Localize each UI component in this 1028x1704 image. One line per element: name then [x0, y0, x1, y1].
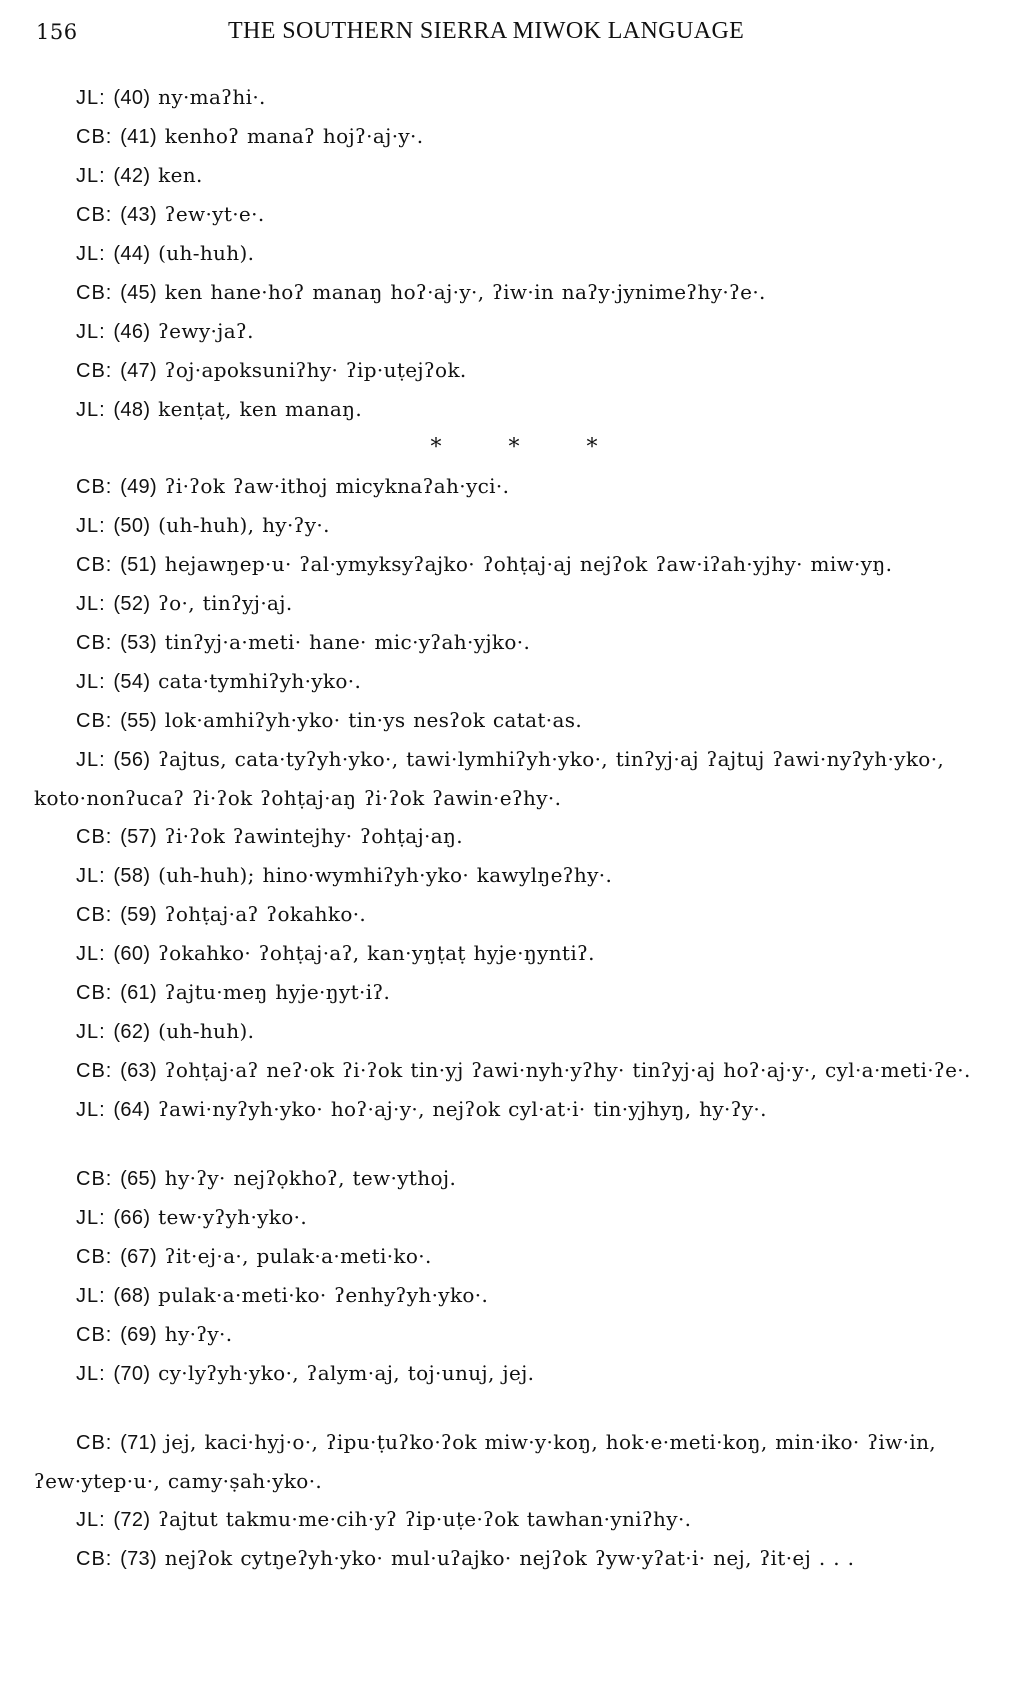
speaker-label: JL: [76, 749, 106, 771]
line-number: (63) [120, 1060, 158, 1082]
line-number: (48) [113, 399, 151, 421]
utterance-text: kenhoʔ manaʔ hojʔ·aj·y·. [164, 124, 424, 148]
utterance-text: ʔit·ej·a·, pulak·a·meti·ko·. [164, 1244, 432, 1268]
utterance-text: ken. [158, 163, 203, 187]
utterance-text: pulak·a·meti·ko· ʔenhyʔyh·yko·. [158, 1283, 489, 1307]
utterance-text: ny·maʔhi·. [158, 85, 266, 109]
utterance [34, 623, 994, 662]
line-number: (57) [120, 826, 158, 848]
utterance-text: ʔokahko· ʔohṭaj·aʔ, kan·yŋṭaṭ hyje·ŋyntiʔ. [158, 941, 595, 965]
speaker-label: JL: [76, 87, 106, 109]
utterance-text: lok·amhiʔyh·yko· tin·ys nesʔok catat·as. [164, 708, 583, 732]
speaker-label: CB: [76, 1432, 113, 1454]
page-header [36, 16, 966, 50]
line-number: (72) [113, 1509, 151, 1531]
speaker-label: CB: [76, 632, 113, 654]
utterance-text: ʔajtu·meŋ hyje·ŋyt·iʔ. [164, 980, 391, 1004]
line-number: (64) [113, 1099, 151, 1121]
speaker-label: CB: [76, 904, 113, 926]
line-number: (67) [120, 1246, 158, 1268]
speaker-label: JL: [76, 943, 106, 965]
line-number: (59) [120, 904, 158, 926]
speaker-label: CB: [76, 1246, 113, 1268]
speaker-label: JL: [76, 165, 106, 187]
speaker-label: JL: [76, 1285, 106, 1307]
utterance [34, 973, 994, 1012]
speaker-label: CB: [76, 1168, 113, 1190]
utterance [34, 701, 994, 740]
utterance [34, 545, 994, 584]
line-number: (55) [120, 710, 158, 732]
utterance [34, 1500, 994, 1539]
utterance-text: hy·ʔy·. [164, 1322, 233, 1346]
utterance [34, 1051, 994, 1090]
speaker-label: CB: [76, 1548, 113, 1570]
line-number: (66) [113, 1207, 151, 1229]
line-number: (61) [120, 982, 158, 1004]
utterance [34, 856, 994, 895]
line-number: (51) [120, 554, 158, 576]
speaker-label: JL: [76, 515, 106, 537]
speaker-label: CB: [76, 1324, 113, 1346]
speaker-label: CB: [76, 1060, 113, 1082]
speaker-label: CB: [76, 204, 113, 226]
utterance-text: ʔajtus, cata·tyʔyh·yko·, tawi·lymhiʔyh·yko·, tinʔyj·aj ʔajtuj ʔawi·nyʔyh·yko·, koto·nonʔucaʔ ʔi·ʔok ʔohṭaj·aŋ ʔi·ʔok ʔawin·eʔhy·. [34, 747, 945, 810]
speaker-label: CB: [76, 554, 113, 576]
utterance [34, 390, 994, 429]
utterance [34, 1012, 994, 1051]
utterance-text: cata·tymhiʔyh·yko·. [158, 669, 362, 693]
utterance [34, 1159, 994, 1198]
utterance-text: ʔew·yt·e·. [164, 202, 265, 226]
speaker-label: CB: [76, 710, 113, 732]
line-number: (49) [120, 476, 158, 498]
utterance [34, 584, 994, 623]
utterance-text: ʔewy·jaʔ. [158, 319, 254, 343]
speaker-label: JL: [76, 1363, 106, 1385]
line-number: (56) [113, 749, 151, 771]
utterance [34, 817, 994, 856]
utterance-text: (uh-huh); hino·wymhiʔyh·yko· kawylŋeʔhy·. [158, 863, 613, 887]
line-number: (45) [120, 282, 158, 304]
line-number: (50) [113, 515, 151, 537]
line-number: (41) [120, 126, 158, 148]
speaker-label: JL: [76, 593, 106, 615]
utterance-text: hejawŋep·u· ʔal·ymyksyʔajko· ʔohṭaj·aj nejʔok ʔaw·iʔah·yjhy· miw·yŋ. [164, 552, 893, 576]
utterance-text: ʔoj·apoksuniʔhy· ʔip·uṭejʔok. [164, 358, 467, 382]
line-number: (46) [113, 321, 151, 343]
utterance [34, 117, 994, 156]
speaker-label: JL: [76, 399, 106, 421]
speaker-label: CB: [76, 982, 113, 1004]
utterance [34, 740, 994, 817]
utterance [34, 273, 994, 312]
speaker-label: CB: [76, 360, 113, 382]
utterance [34, 1276, 994, 1315]
utterance [34, 156, 994, 195]
line-number: (58) [113, 865, 151, 887]
utterance-text: jej, kaci·hyj·o·, ʔipu·ṭuʔko·ʔok miw·y·koŋ, hok·e·meti·koŋ, min·iko· ʔiw·in, ʔew·ytep·u·, camy·ṣah·yko·. [34, 1430, 937, 1493]
speaker-label: CB: [76, 126, 113, 148]
speaker-label: JL: [76, 865, 106, 887]
utterance [34, 1090, 994, 1129]
utterance [34, 934, 994, 973]
utterance [34, 78, 994, 117]
section-break: * * * [430, 435, 628, 460]
speaker-label: CB: [76, 476, 113, 498]
utterance [34, 467, 994, 506]
utterance [34, 312, 994, 351]
speaker-label: JL: [76, 1099, 106, 1121]
utterance [34, 506, 994, 545]
utterance [34, 1423, 994, 1500]
utterance-text: ʔohṭaj·aʔ ʔokahko·. [164, 902, 367, 926]
speaker-label: JL: [76, 243, 106, 265]
utterance-text: (uh-huh), hy·ʔy·. [158, 513, 330, 537]
speaker-label: JL: [76, 1207, 106, 1229]
line-number: (69) [120, 1324, 158, 1346]
page-number: 156 [36, 20, 78, 44]
utterance-text: nejʔok cytŋeʔyh·yko· mul·uʔajko· nejʔok ʔyw·yʔat·i· nej, ʔit·ej . . . [164, 1546, 855, 1570]
line-number: (40) [113, 87, 151, 109]
line-number: (60) [113, 943, 151, 965]
line-number: (70) [113, 1363, 151, 1385]
utterance-text: hy·ʔy· nejʔọkhoʔ, tew·ythoj. [164, 1166, 457, 1190]
utterance-text: tinʔyj·a·meti· hane· mic·yʔah·yjko·. [164, 630, 531, 654]
utterance-text: ken hane·hoʔ manaŋ hoʔ·aj·y·, ʔiw·in naʔy·jynimeʔhy·ʔe·. [164, 280, 766, 304]
speaker-label: JL: [76, 321, 106, 343]
utterance-text: (uh-huh). [158, 1019, 255, 1043]
line-number: (54) [113, 671, 151, 693]
utterance [34, 1315, 994, 1354]
line-number: (71) [120, 1432, 158, 1454]
speaker-label: JL: [76, 671, 106, 693]
utterance-text: tew·yʔyh·yko·. [158, 1205, 308, 1229]
line-number: (47) [120, 360, 158, 382]
line-number: (43) [120, 204, 158, 226]
running-title: THE SOUTHERN SIERRA MIWOK LANGUAGE [228, 18, 745, 44]
utterance [34, 1237, 994, 1276]
utterance-text: ʔawi·nyʔyh·yko· hoʔ·aj·y·, nejʔok cyl·at·i· tin·yjhyŋ, hy·ʔy·. [158, 1097, 767, 1121]
utterance [34, 662, 994, 701]
line-number: (42) [113, 165, 151, 187]
speaker-label: CB: [76, 282, 113, 304]
speaker-label: CB: [76, 826, 113, 848]
utterance [34, 351, 994, 390]
line-number: (68) [113, 1285, 151, 1307]
utterance [34, 1198, 994, 1237]
utterance-text: (uh-huh). [158, 241, 255, 265]
line-number: (44) [113, 243, 151, 265]
utterance [34, 1354, 994, 1393]
speaker-label: JL: [76, 1021, 106, 1043]
utterance [34, 1539, 994, 1578]
utterance-text: cy·lyʔyh·yko·, ʔalym·aj, toj·unuj, jej. [158, 1361, 535, 1385]
utterance [34, 895, 994, 934]
line-number: (65) [120, 1168, 158, 1190]
utterance [34, 234, 994, 273]
utterance-text: ʔohṭaj·aʔ neʔ·ok ʔi·ʔok tin·yj ʔawi·nyh·yʔhy· tinʔyj·aj hoʔ·aj·y·, cyl·a·meti·ʔe·. [164, 1058, 971, 1082]
utterance-text: ʔi·ʔok ʔaw·ithoj micyknaʔah·yci·. [164, 474, 510, 498]
utterance-text: kenṭaṭ, ken manaŋ. [158, 397, 363, 421]
line-number: (52) [113, 593, 151, 615]
utterance-text: ʔo·, tinʔyj·aj. [158, 591, 293, 615]
line-number: (73) [120, 1548, 158, 1570]
utterance-text: ʔi·ʔok ʔawintejhy· ʔohṭaj·aŋ. [164, 824, 463, 848]
line-number: (62) [113, 1021, 151, 1043]
utterance-text: ʔajtut takmu·me·cih·yʔ ʔip·uṭe·ʔok tawhan·yniʔhy·. [158, 1507, 692, 1531]
speaker-label: JL: [76, 1509, 106, 1531]
utterance [34, 195, 994, 234]
line-number: (53) [120, 632, 158, 654]
dialogue-transcript [34, 78, 994, 1578]
